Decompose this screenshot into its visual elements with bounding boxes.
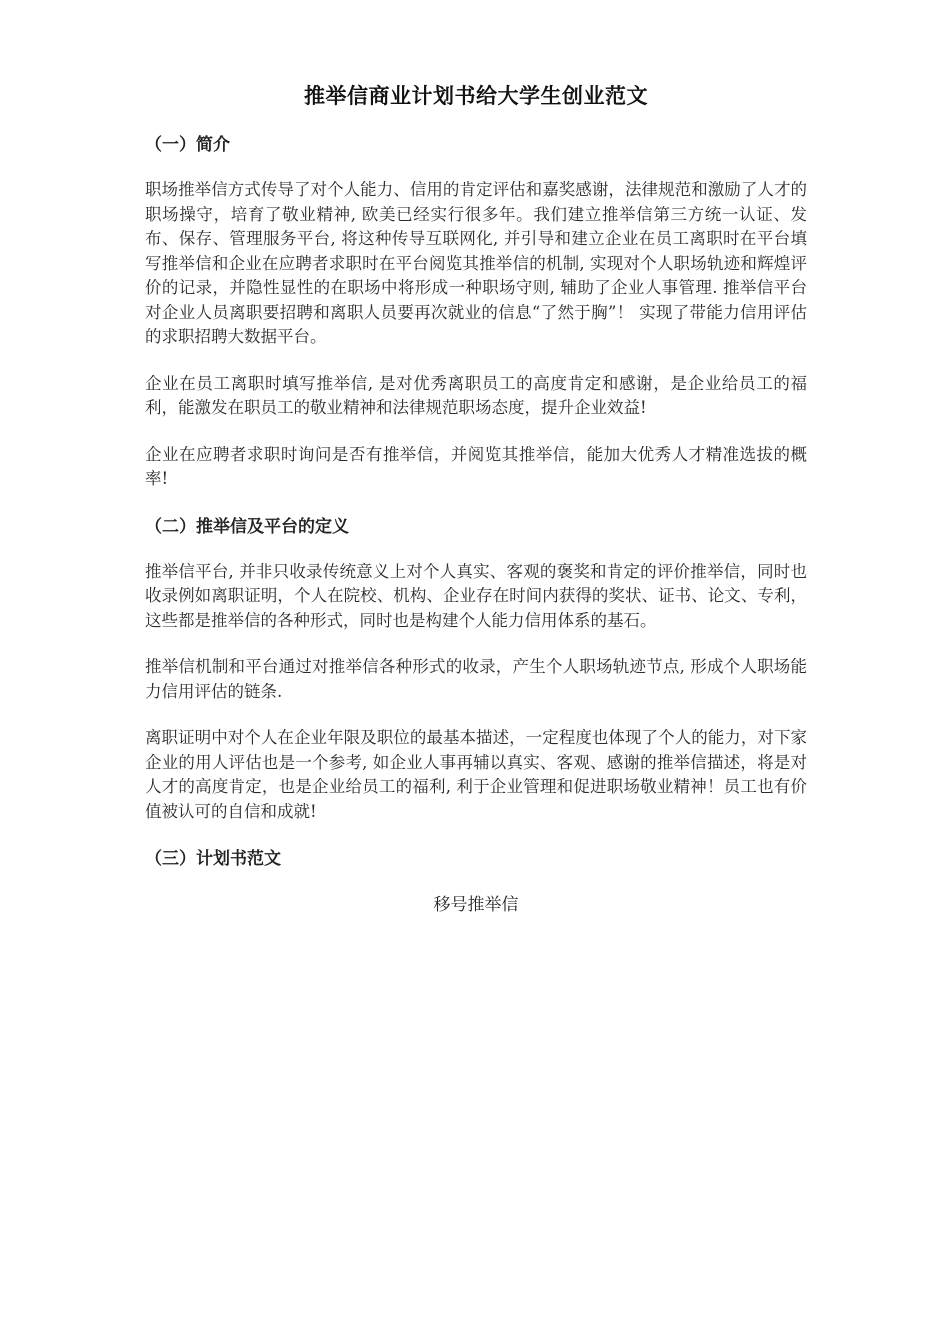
centered-caption: 移号推举信 <box>433 895 519 915</box>
paragraph: 职场推举信方式传导了对个人能力、信用的肯定评估和嘉奖感谢，法律规范和激励了人才的职场操守，培育了敬业精神, 欧美已经实行很多年。我们建立推举信第三方统一认证、发布、保存、管理服务平台, 将这种传导互联网化, 并引导和建立企业在员工离职时在平台填写推举信和企业在应聘者求职时在平台阅览其推举信的机制, 实现对个人职场轨迹和辉煌评价的记录，并隐性显性的在职场中将形成一种职场守则, 辅助了企业人事管理. 推举信平台对企业人员离职要招聘和离职人员要再次就业的信息“了然于胸”！ 实现了带能力信用评估的求职招聘大数据平台。 <box>145 180 807 346</box>
paragraph: 企业在应聘者求职时询问是否有推举信，并阅览其推举信，能加大优秀人才精准选拔的概率! <box>145 444 807 488</box>
document-title: 推举信商业计划书给大学生创业范文 <box>304 84 648 108</box>
document-body <box>145 80 807 918</box>
section-heading-definition: （二）推举信及平台的定义 <box>145 516 349 537</box>
spacer <box>145 112 807 132</box>
spacer <box>145 421 807 443</box>
section-heading-plan-sample: （三）计划书范文 <box>145 849 281 869</box>
paragraph: 推举信机制和平台通过对推举信各种形式的收录，产生个人职场轨迹节点, 形成个人职场能力信用评估的链条. <box>145 657 807 701</box>
spacer <box>145 872 807 892</box>
spacer <box>145 350 807 372</box>
paragraph: 企业在员工离职时填写推举信, 是对优秀离职员工的高度肯定和感谢，是企业给员工的福利，能激发在职员工的敬业精神和法律规范职场态度，提升企业效益! <box>145 373 807 417</box>
paragraph: 离职证明中对个人在企业年限及职位的最基本描述，一定程度也体现了个人的能力，对下家企业的用人评估也是一个参考, 如企业人事再辅以真实、客观、感谢的推举信描述，将是对人才的高度肯定，也是企业给员工的福利, 利于企业管理和促进职场敬业精神！员工也有价值被认可的自信和成就! <box>145 728 807 821</box>
spacer <box>145 824 807 846</box>
paragraph: 推举信平台, 并非只收录传统意义上对个人真实、客观的褒奖和肯定的评价推举信，同时也收录例如离职证明，个人在院校、机构、企业存在时间内获得的奖状、证书、论文、专利，这些都是推举信的各种形式，同时也是构建个人能力信用体系的基石。 <box>145 561 807 630</box>
spacer <box>145 158 807 178</box>
section-heading-intro: （一）简介 <box>145 135 230 155</box>
spacer <box>145 540 807 560</box>
spacer <box>145 633 807 655</box>
spacer <box>145 492 807 514</box>
spacer <box>145 704 807 726</box>
